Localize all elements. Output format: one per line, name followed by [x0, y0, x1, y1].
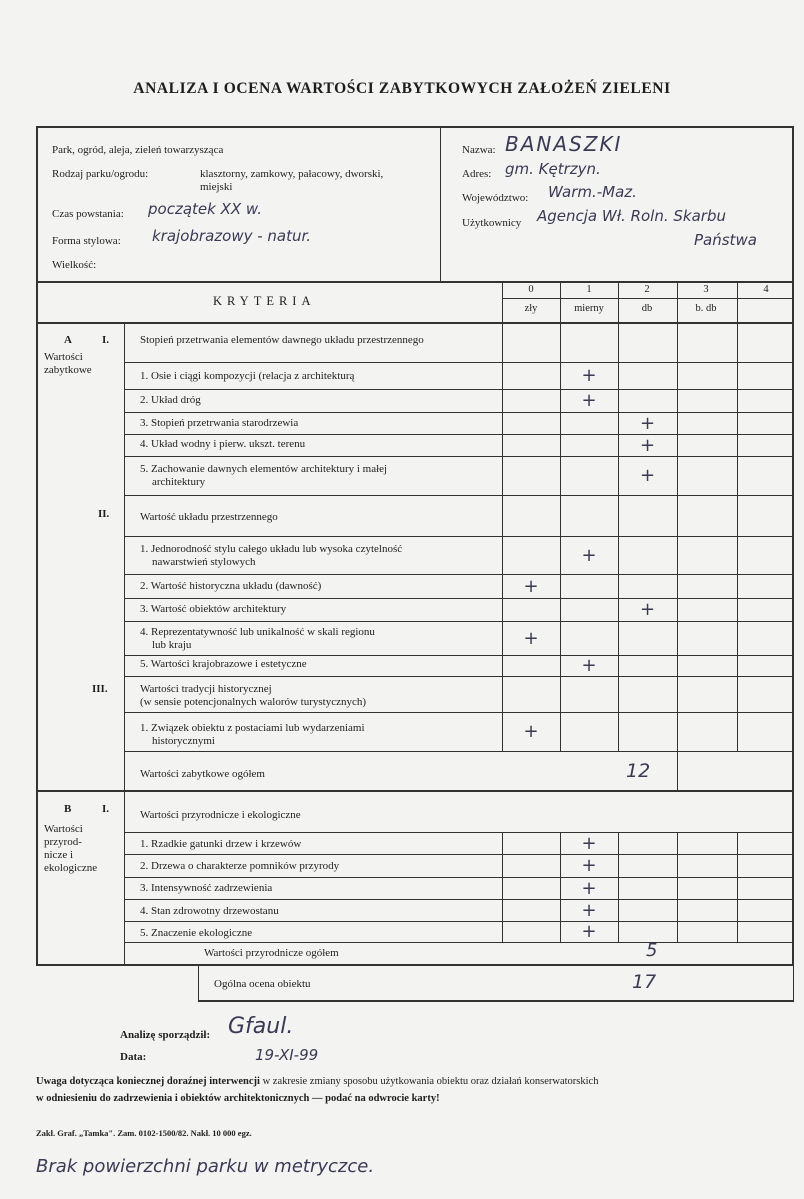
col-header-num-3: 3: [703, 284, 709, 295]
data-value: 19-XI-99: [255, 1046, 319, 1064]
adres-label: Adres:: [462, 168, 492, 180]
object-type-line: Park, ogród, aleja, zieleń towarzysząca: [52, 144, 224, 156]
row-a4-line: [124, 456, 794, 457]
row-a-mark-9: +: [523, 627, 539, 649]
col-header-num-1: 1: [586, 284, 592, 295]
row-a4-label: 4. Układ wodny i pierw. ukszt. terenu: [140, 438, 306, 450]
row-a-mark-8: +: [639, 599, 656, 620]
row-a-mark-7: +: [523, 575, 539, 597]
row-a2-label: 2. Układ dróg: [140, 394, 201, 406]
section-label-divider: [124, 323, 125, 965]
col-header-num-2: 2: [644, 284, 650, 295]
section-b-group-title: Wartości przyrodnicze i ekologiczne: [140, 809, 301, 821]
row-a-mark-10: +: [581, 655, 597, 676]
row-a-mark-6: +: [581, 544, 597, 566]
adres-value: gm. Kętrzyn.: [505, 160, 601, 178]
row-a2-line: [124, 412, 794, 413]
note-normal-1: w zakresie zmiany sposobu użytkowania obiektu oraz działań konserwatorskich: [259, 1076, 599, 1087]
forma-label: Forma stylowa:: [52, 235, 121, 247]
criteria-header-bottom: [37, 322, 793, 324]
col-header-name-1: mierny: [574, 303, 604, 314]
uzytkownicy-label: Użytkownicy: [462, 217, 522, 229]
section-a-numeral: I.: [102, 334, 110, 346]
section-b-letter: B: [64, 803, 72, 815]
intervention-note-line-2: [36, 1093, 440, 1105]
row-a6-label-2: nawarstwień stylowych: [152, 556, 256, 568]
row-a-mark-4: +: [639, 434, 656, 456]
czas-label: Czas powstania:: [52, 208, 124, 220]
col-header-name-3: b. db: [695, 303, 717, 314]
group-2-title: Wartość układu przestrzennego: [140, 511, 278, 523]
nazwa-label: Nazwa:: [462, 144, 496, 156]
page-title: ANALIZA I OCENA WARTOŚCI ZABYTKOWYCH ZAŁOŻEŃ ZIELENI: [133, 80, 671, 97]
row-a-mark-3: +: [639, 412, 656, 434]
note-bold-1: Uwaga dotycząca koniecznej doraźnej interwencji: [36, 1076, 260, 1087]
row-a11-label: 1. Związek obiektu z postaciami lub wydarzeniami: [140, 722, 365, 734]
row-b4-label: 4. Stan zdrowotny drzewostanu: [140, 905, 279, 917]
col-line-2: [618, 282, 619, 751]
row-b-mark-5: +: [581, 921, 597, 942]
section-a-total-label: Wartości zabytkowe ogółem: [140, 768, 265, 780]
row-a1-label: 1. Osie i ciągi kompozycji (relacja z architekturą: [140, 370, 355, 382]
row-b-mark-3: +: [581, 877, 597, 899]
row-b1-label: 1. Rzadkie gatunki drzew i krzewów: [140, 838, 302, 850]
row-a11-label-2: historycznymi: [152, 735, 215, 747]
czas-value: początek XX w.: [148, 200, 262, 218]
col-header-num-0: 0: [528, 284, 534, 295]
section-b-name-3: nicze i: [44, 849, 74, 861]
handwritten-note: Brak powierzchni parku w metryczce.: [36, 1156, 375, 1177]
col-line-3: [677, 282, 678, 751]
row-a-mark-5: +: [639, 465, 656, 486]
row-b-mark-1: +: [581, 832, 597, 854]
section-b-total-label: Wartości przyrodnicze ogółem: [204, 947, 339, 959]
col-line-1: [560, 282, 561, 751]
overall-value: 17: [632, 971, 657, 993]
b-col-line-4: [737, 832, 738, 942]
row-a8-label: 3. Wartość obiektów architektury: [140, 603, 287, 615]
section-a-total-value: 12: [626, 760, 651, 782]
b-col-line-1: [560, 832, 561, 942]
row-a10-label: 5. Wartości krajobrazowe i estetyczne: [140, 658, 307, 670]
group-3-bottom: [124, 712, 794, 713]
row-b-mark-2: +: [581, 855, 597, 876]
row-a5-label: 5. Zachowanie dawnych elementów architektury i małej: [140, 463, 388, 475]
row-a11-line: [124, 751, 794, 752]
b-col-line-0: [502, 832, 503, 942]
section-a-letter: A: [64, 334, 72, 346]
section-b-name-2: przyrod-: [44, 836, 82, 848]
row-a3-label: 3. Stopień przetrwania starodrzewia: [140, 417, 299, 429]
analiza-label: Analizę sporządził:: [120, 1029, 211, 1041]
row-b5-line: [124, 942, 794, 943]
uzytkownicy-value: Agencja Wł. Roln. Skarbu: [537, 207, 726, 225]
data-label: Data:: [120, 1051, 147, 1063]
wojewodztwo-label: Województwo:: [462, 192, 529, 204]
rodzaj-label: Rodzaj parku/ogrodu:: [52, 168, 149, 180]
col-line-4: [737, 282, 738, 751]
col-header-name-0: zły: [524, 303, 538, 314]
col-header-num-4: 4: [763, 284, 769, 295]
nazwa-value: BANASZKI: [505, 132, 623, 156]
row-a7-label: 2. Wartość historyczna układu (dawność): [140, 580, 322, 592]
col-header-name-2: db: [641, 303, 653, 314]
row-a3-line: [124, 434, 794, 435]
wielkosc-label: Wielkość:: [52, 259, 97, 271]
forma-value: krajobrazowy - natur.: [152, 227, 312, 245]
section-a-name: Wartości zabytkowe: [44, 351, 92, 376]
section-a-bottom: [37, 790, 793, 792]
header-bottom-line: [37, 281, 793, 283]
row-a9-label: 4. Reprezentatywność lub unikalność w skali regionu: [140, 626, 375, 638]
section-b-name-1: Wartości: [44, 823, 83, 835]
row-b4-line: [124, 921, 794, 922]
criteria-heading: KRYTERIA: [213, 294, 316, 308]
row-b-mark-4: +: [581, 899, 597, 921]
row-b2-label: 2. Drzewa o charakterze pomników przyrody: [140, 860, 340, 872]
section-a-group-2-numeral: II.: [98, 508, 110, 520]
group-3-title: Wartości tradycji historycznej: [140, 683, 272, 695]
row-a5-line: [124, 495, 794, 496]
row-a7-line: [124, 598, 794, 599]
wojewodztwo-value: Warm.-Maz.: [548, 183, 637, 201]
section-b-group-bottom: [124, 832, 794, 833]
analiza-signature: Gfaul.: [228, 1014, 294, 1039]
row-a6-label: 1. Jednorodność stylu całego układu lub wysoka czytelność: [140, 543, 403, 555]
row-b2-line: [124, 877, 794, 878]
section-b-total-value: 5: [646, 940, 658, 961]
row-a5-label-2: architektury: [152, 476, 206, 488]
section-b-numeral: I.: [102, 803, 110, 815]
row-a8-line: [124, 621, 794, 622]
row-b1-line: [124, 854, 794, 855]
rodzaj-options-2: miejski: [200, 181, 233, 193]
intervention-note-line-1: [36, 1076, 802, 1088]
printer-info: Zakł. Graf. „Tamka". Zam. 0102-1500/82. Nakł. 10 000 egz.: [36, 1128, 252, 1138]
row-a9-label-2: lub kraju: [152, 639, 192, 651]
row-b5-label: 5. Znaczenie ekologiczne: [140, 927, 253, 939]
row-a10-line: [124, 676, 794, 677]
overall-label: Ogólna ocena obiektu: [214, 978, 311, 990]
row-a-mark-1: +: [581, 365, 597, 386]
row-b3-label: 3. Intensywność zadrzewienia: [140, 882, 273, 894]
group-1-bottom: [124, 362, 794, 363]
row-b3-line: [124, 899, 794, 900]
section-b-name-4: ekologiczne: [44, 862, 98, 874]
rodzaj-options: klasztorny, zamkowy, pałacowy, dworski,: [200, 168, 384, 180]
col-line-0: [502, 282, 503, 751]
row-a1-line: [124, 389, 794, 390]
group-2-bottom: [124, 536, 794, 537]
note-bold-3: podać na odwrocie karty!: [325, 1093, 440, 1104]
criteria-header-midline: [502, 298, 794, 299]
row-a9-line: [124, 655, 794, 656]
b-col-line-3: [677, 832, 678, 942]
note-bold-2: w odniesieniu do zadrzewienia i obiektów architektonicznych —: [36, 1093, 326, 1104]
uzytkownicy-value-2: Państwa: [694, 231, 757, 249]
b-col-line-2: [618, 832, 619, 942]
row-a-mark-11: +: [523, 721, 539, 742]
group-1-title: Stopień przetrwania elementów dawnego układu przestrzennego: [140, 334, 424, 346]
row-a6-line: [124, 574, 794, 575]
section-a-group-3-numeral: III.: [92, 683, 108, 695]
section-a-total-divider: [677, 751, 678, 791]
header-divider: [440, 127, 441, 282]
group-3-title-2: (w sensie potencjonalnych walorów turystycznych): [140, 696, 367, 708]
row-a-mark-2: +: [581, 390, 597, 411]
